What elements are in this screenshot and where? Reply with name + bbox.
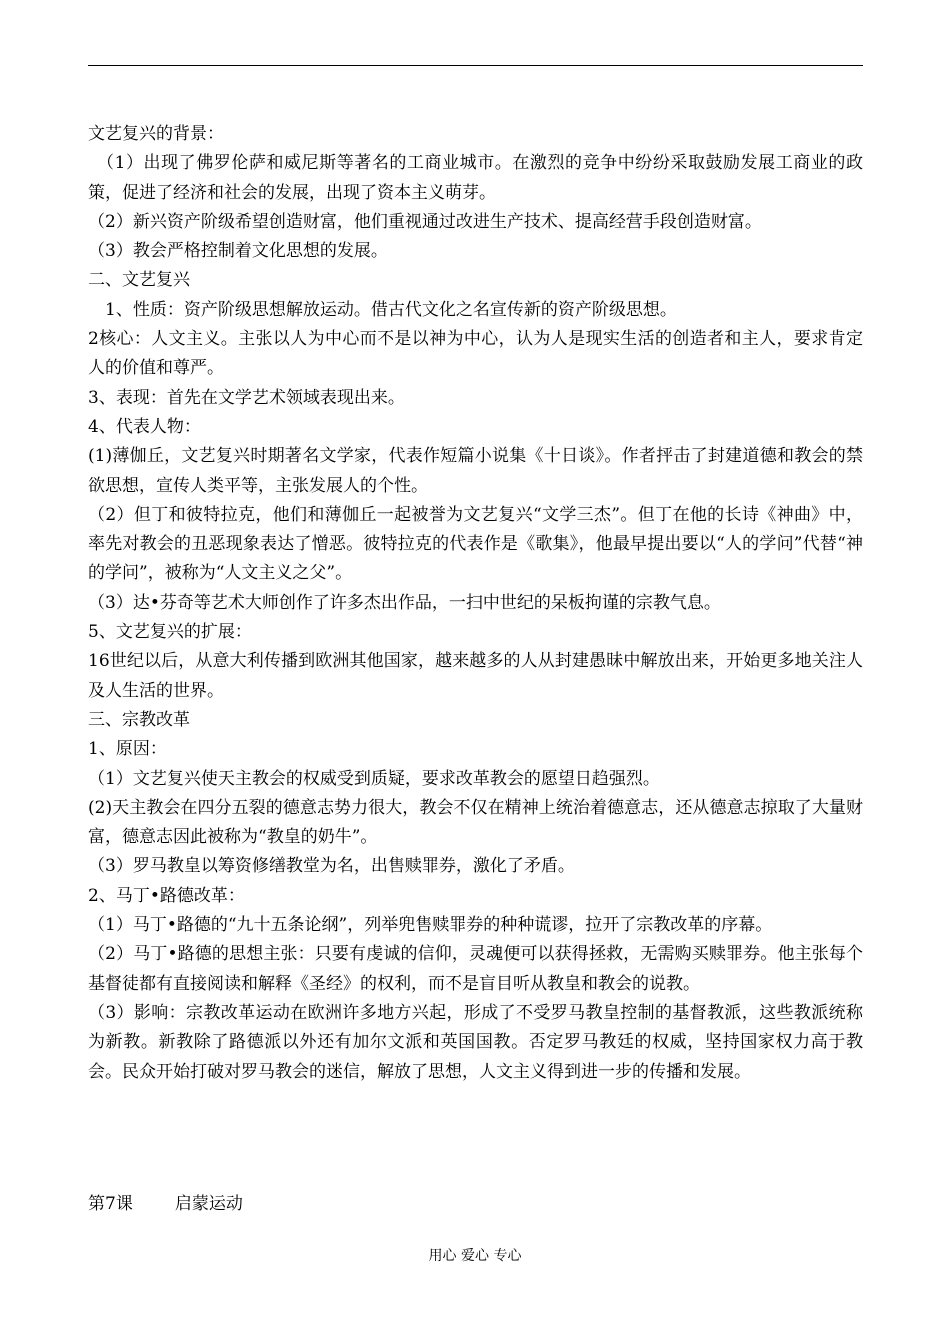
paragraph-luther-heading: 2、马丁•路德改革： (88, 885, 245, 906)
paragraph-nature: 1、性质：资产阶级思想解放运动。借古代文化之名宣传新的资产阶级思想。 (88, 299, 677, 320)
page-footer (0, 1245, 950, 1267)
paragraph-luther-1: （1）马丁•路德的“九十五条论纲”，列举兜售赎罪券的种种谎谬，拉开了宗教改革的序幕。 (88, 915, 773, 936)
paragraph-cause-1: （1）文艺复兴使天主教会的权威受到质疑，要求改革教会的愿望日趋强烈。 (88, 768, 660, 789)
lesson-title: 启蒙运动 (174, 1194, 243, 1214)
paragraph-core: 2核心：人文主义。主张以人为中心而不是以神为中心，认为人是现实生活的创造者和主人，要求肯定人的价值和尊严。 (88, 329, 863, 379)
paragraph-luther-3: （3）影响：宗教改革运动在欧洲许多地方兴起，形成了不受罗马教皇控制的基督教派，这些教派统称为新教。新教除了路德派以外还有加尔文派和英国国教。否定罗马教廷的权威，坚持国家权力高于教会。民众开始打破对罗马教会的迷信，解放了思想，人文主义得到进一步的传播和发展。 (88, 1002, 863, 1082)
footer-text: 用心 爱心 专心 (428, 1248, 522, 1264)
paragraph-expression: 3、表现：首先在文学艺术领域表现出来。 (88, 387, 405, 408)
paragraph-cause-3: （3）罗马教皇以筹资修缮教堂为名，出售赎罪券，激化了矛盾。 (88, 856, 575, 877)
section-heading-renaissance: 二、文艺复兴 (88, 270, 190, 291)
paragraph-da-vinci: （3）达•芬奇等艺术大师创作了许多杰出作品，一扫中世纪的呆板拘谨的宗教气息。 (88, 592, 721, 613)
paragraph-luther-2: （2）马丁•路德的思想主张：只要有虔诚的信仰，灵魂便可以获得拯救，无需购买赎罪券。他主张每个基督徒都有直接阅读和解释《圣经》的权利，而不是盲目听从教皇和教会的说教。 (88, 944, 863, 994)
lesson-heading (88, 1190, 243, 1219)
paragraph-background-heading: 文艺复兴的背景： (88, 124, 224, 144)
paragraph-expansion: 16世纪以后，从意大利传播到欧洲其他国家，越来越多的人从封建愚昧中解放出来，开始更多地关注人及人生活的世界。 (88, 651, 863, 701)
header-rule (88, 65, 863, 66)
paragraph-background-2: （2）新兴资产阶级希望创造财富，他们重视通过改进生产技术、提高经营手段创造财富。 (88, 211, 762, 232)
section-heading-reformation: 三、宗教改革 (88, 709, 190, 730)
document-body (88, 120, 863, 1087)
paragraph-background-1: （1）出现了佛罗伦萨和威尼斯等著名的工商业城市。在激烈的竞争中纷纷采取鼓励发展工商业的政策，促进了经济和社会的发展，出现了资本主义萌芽。 (88, 153, 863, 203)
paragraph-cause-2: (2)天主教会在四分五裂的德意志势力很大，教会不仅在精神上统治着德意志，还从德意志掠取了大量财富，德意志因此被称为“教皇的奶牛”。 (88, 797, 863, 848)
paragraph-causes-heading: 1、原因： (88, 739, 167, 760)
paragraph-boccaccio: (1)薄伽丘，文艺复兴时期著名文学家，代表作短篇小说集《十日谈》。作者抨击了封建道德和教会的禁欲思想，宣传人类平等，主张发展人的个性。 (88, 446, 863, 496)
lesson-number: 第7课 (88, 1194, 133, 1214)
paragraph-dante-petrarch: （2）但丁和彼特拉克，他们和薄伽丘一起被誉为文艺复兴“文学三杰”。但丁在他的长诗《神曲》中，率先对教会的丑恶现象表达了憎恶。彼特拉克的代表作是《歌集》，他最早提出要以“人的学问”代替“神的学问”，被称为“人文主义之父”。 (88, 504, 863, 584)
paragraph-representatives-heading: 4、代表人物： (88, 416, 201, 437)
paragraph-expansion-heading: 5、文艺复兴的扩展： (88, 622, 252, 643)
paragraph-background-3: （3）教会严格控制着文化思想的发展。 (88, 241, 388, 262)
